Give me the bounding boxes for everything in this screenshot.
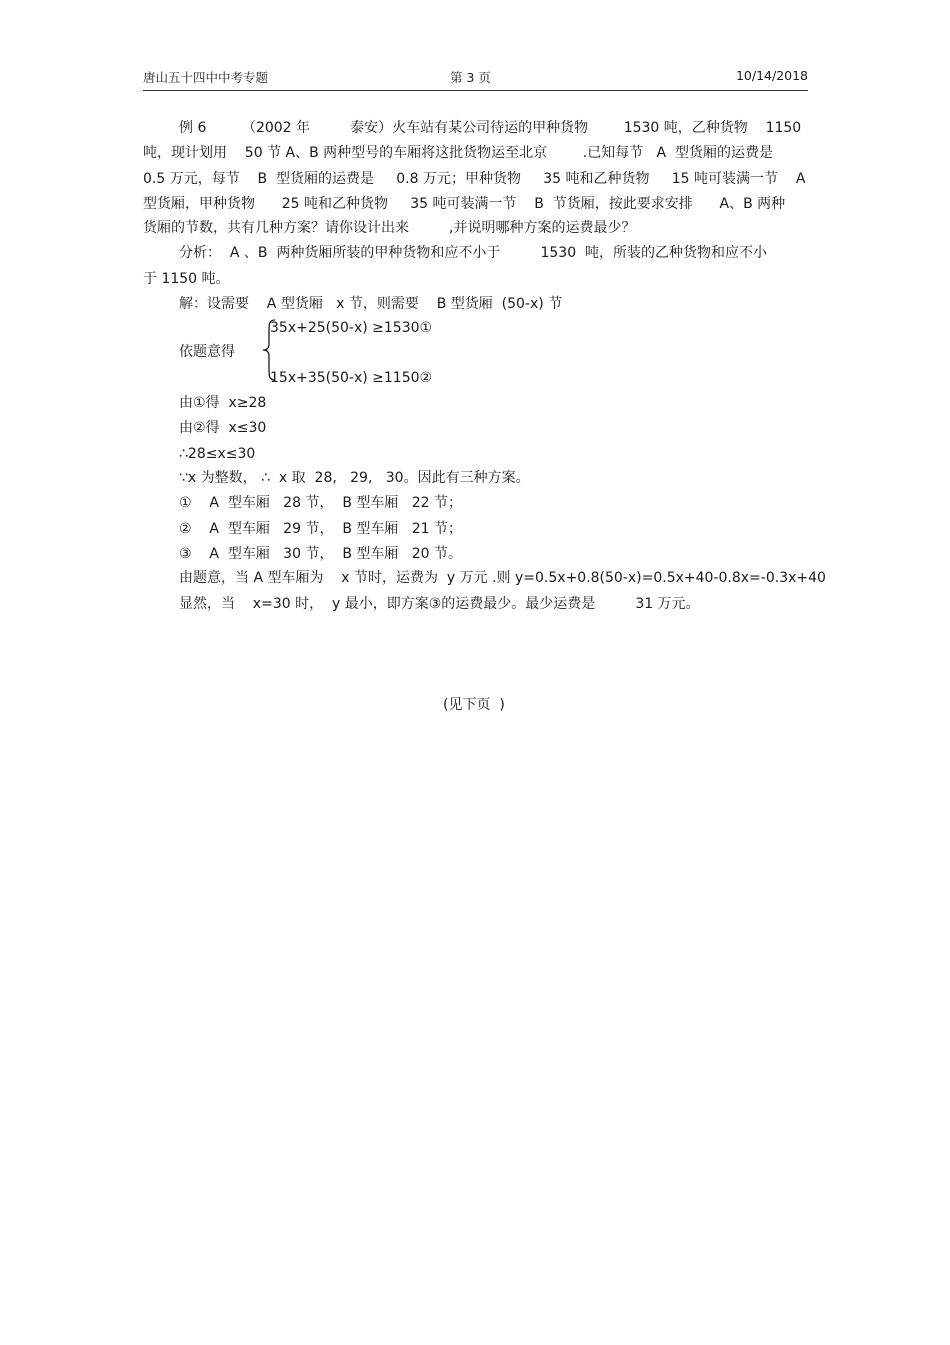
solution-step-2: 由②得 x≤30: [179, 420, 267, 436]
solution-step-3: ∴28≤x≤30: [179, 446, 256, 462]
plan-1: ① A 型车厢 28 节， B 型车厢 22 节；: [179, 495, 463, 511]
inequality-system: [179, 318, 579, 386]
plan-3: ③ A 型车厢 30 节， B 型车厢 20 节。: [179, 546, 463, 562]
continue-note: (见下页 ): [443, 697, 505, 713]
header-page-number: 第 3 页: [450, 70, 491, 85]
plan-2: ② A 型车厢 29 节， B 型车厢 21 节；: [179, 521, 463, 537]
cost-function: 由题意，当 A 型车厢为 x 节时，运费为 y 万元 .则 y=0.5x+0.8(50-x)=0.5x+40-0.8x=-0.3x+40: [179, 570, 826, 586]
page-header: [143, 68, 808, 91]
analysis-line-1: 分析： A 、B 两种货厢所装的甲种货物和应不小于 1530 吨，所装的乙种货物和应不小: [179, 245, 768, 261]
solution-step-1: 由①得 x≥28: [179, 395, 267, 411]
brace-label: 依题意得: [179, 344, 235, 360]
problem-line-4: 型货厢，甲种货物 25 吨和乙种货物 35 吨可装满一节 B 节货厢，按此要求安排 A、B 两种: [143, 196, 786, 212]
conclusion: 显然，当 x=30 时， y 最小，即方案③的运费最少。最少运费是 31 万元。: [179, 596, 700, 612]
inequality-1: 35x+25(50-x) ≥1530①: [270, 320, 433, 336]
analysis-line-2: 于 1150 吨。: [143, 271, 230, 287]
problem-line-1: 例 6 （2002 年 泰安）火车站有某公司待运的甲种货物 1530 吨，乙种货物 1150: [179, 120, 802, 136]
header-date: 10/14/2018: [735, 68, 808, 83]
problem-line-2: 吨，现计划用 50 节 A、B 两种型号的车厢将这批货物运至北京 .已知每节 A 型货厢的运费是: [143, 145, 774, 161]
problem-line-3: 0.5 万元，每节 B 型货厢的运费是 0.8 万元；甲种货物 35 吨和乙种货物 15 吨可装满一节 A: [143, 171, 806, 187]
solution-setup: 解：设需要 A 型货厢 x 节，则需要 B 型货厢 (50-x) 节: [179, 296, 563, 312]
inequality-2: 15x+35(50-x) ≥1150②: [270, 370, 433, 386]
solution-step-4: ∵x 为整数， ∴ x 取 28, 29, 30。因此有三种方案。: [179, 470, 530, 486]
header-school-title: 唐山五十四中中考专题: [143, 70, 269, 85]
problem-line-5: 货厢的节数，共有几种方案？请你设计出来 ,并说明哪种方案的运费最少？: [143, 220, 636, 236]
